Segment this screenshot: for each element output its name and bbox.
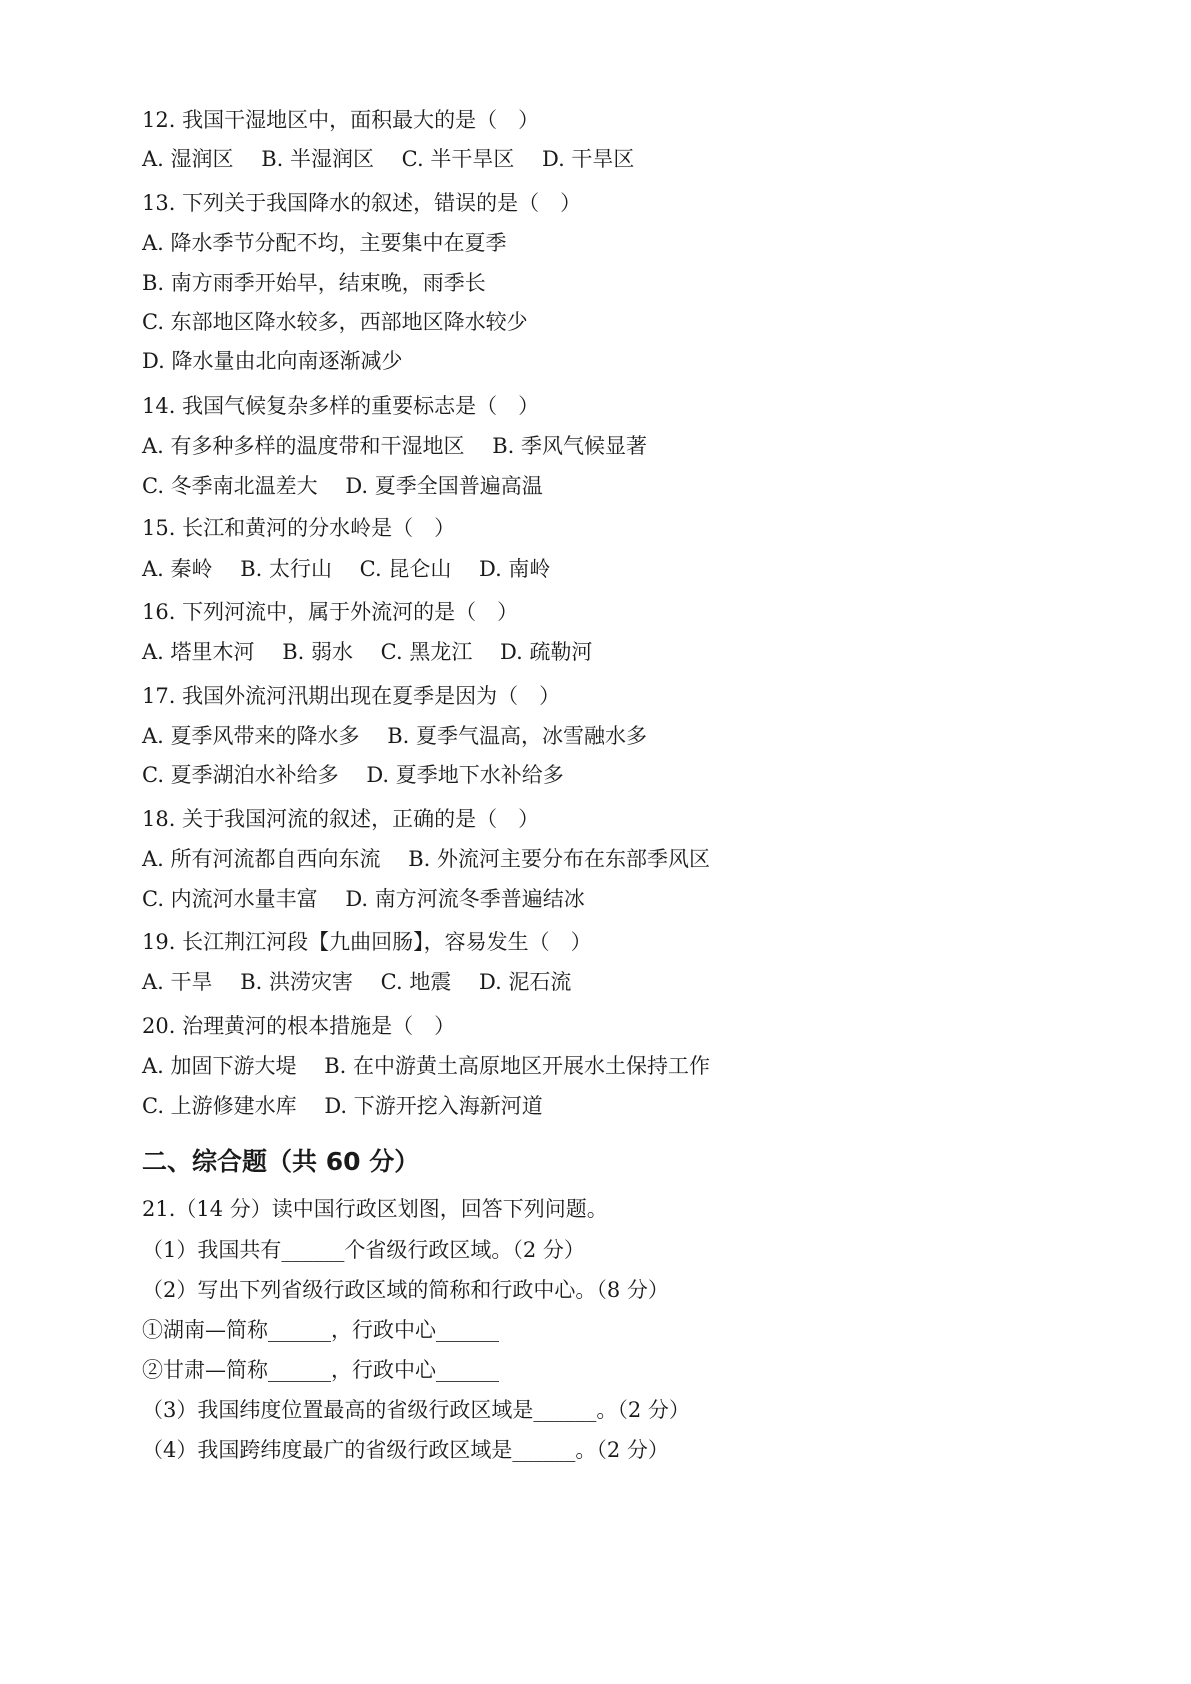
question-21-part-1: （1）我国共有______个省级行政区域。（2 分） (142, 1238, 585, 1262)
question-21-gansu: ②甘肃—简称______，行政中心______ (142, 1358, 499, 1382)
question-17-options-ab: A. 夏季风带来的降水多 B. 夏季气温高，冰雪融水多 (142, 724, 647, 748)
question-18-options-cd: C. 内流河水量丰富 D. 南方河流冬季普遍结冰 (142, 887, 585, 911)
question-20-options-ab: A. 加固下游大堤 B. 在中游黄土高原地区开展水土保持工作 (142, 1054, 710, 1078)
question-15-stem: 15. 长江和黄河的分水岭是（ ） (142, 516, 456, 540)
question-18-stem: 18. 关于我国河流的叙述，正确的是（ ） (142, 807, 540, 831)
question-21-part-4: （4）我国跨纬度最广的省级行政区域是______。（2 分） (142, 1438, 669, 1462)
question-20-options-cd: C. 上游修建水库 D. 下游开挖入海新河道 (142, 1094, 543, 1118)
question-14-options-ab: A. 有多种多样的温度带和干湿地区 B. 季风气候显著 (142, 434, 647, 458)
question-21-hunan: ①湖南—简称______，行政中心______ (142, 1318, 499, 1342)
question-17-stem: 17. 我国外流河汛期出现在夏季是因为（ ） (142, 684, 561, 708)
question-12-stem: 12. 我国干湿地区中，面积最大的是（ ） (142, 108, 540, 132)
question-21-part-3: （3）我国纬度位置最高的省级行政区域是______。（2 分） (142, 1398, 690, 1422)
question-18-options-ab: A. 所有河流都自西向东流 B. 外流河主要分布在东部季风区 (142, 847, 710, 871)
question-13-stem: 13. 下列关于我国降水的叙述，错误的是（ ） (142, 191, 582, 215)
question-14-stem: 14. 我国气候复杂多样的重要标志是（ ） (142, 394, 540, 418)
question-21-part-2: （2）写出下列省级行政区域的简称和行政中心。（8 分） (142, 1278, 669, 1302)
question-13-option-a: A. 降水季节分配不均，主要集中在夏季 (142, 231, 507, 255)
question-13-option-d: D. 降水量由北向南逐渐减少 (142, 349, 403, 373)
question-16-stem: 16. 下列河流中，属于外流河的是（ ） (142, 600, 519, 624)
question-16-options: A. 塔里木河 B. 弱水 C. 黑龙江 D. 疏勒河 (142, 640, 593, 664)
question-20-stem: 20. 治理黄河的根本措施是（ ） (142, 1014, 456, 1038)
question-19-options: A. 干旱 B. 洪涝灾害 C. 地震 D. 泥石流 (142, 970, 572, 994)
section-heading: 二、综合题（共 60 分） (142, 1147, 420, 1176)
question-13-option-c: C. 东部地区降水较多，西部地区降水较少 (142, 310, 528, 334)
question-17-options-cd: C. 夏季湖泊水补给多 D. 夏季地下水补给多 (142, 763, 564, 787)
question-12-options: A. 湿润区 B. 半湿润区 C. 半干旱区 D. 干旱区 (142, 147, 635, 171)
question-19-stem: 19. 长江荆江河段【九曲回肠】，容易发生（ ） (142, 930, 592, 954)
question-15-options: A. 秦岭 B. 太行山 C. 昆仑山 D. 南岭 (142, 557, 551, 581)
question-13-option-b: B. 南方雨季开始早，结束晚，雨季长 (142, 271, 486, 295)
question-14-options-cd: C. 冬季南北温差大 D. 夏季全国普遍高温 (142, 474, 543, 498)
question-21-stem: 21.（14 分）读中国行政区划图，回答下列问题。 (142, 1197, 608, 1221)
